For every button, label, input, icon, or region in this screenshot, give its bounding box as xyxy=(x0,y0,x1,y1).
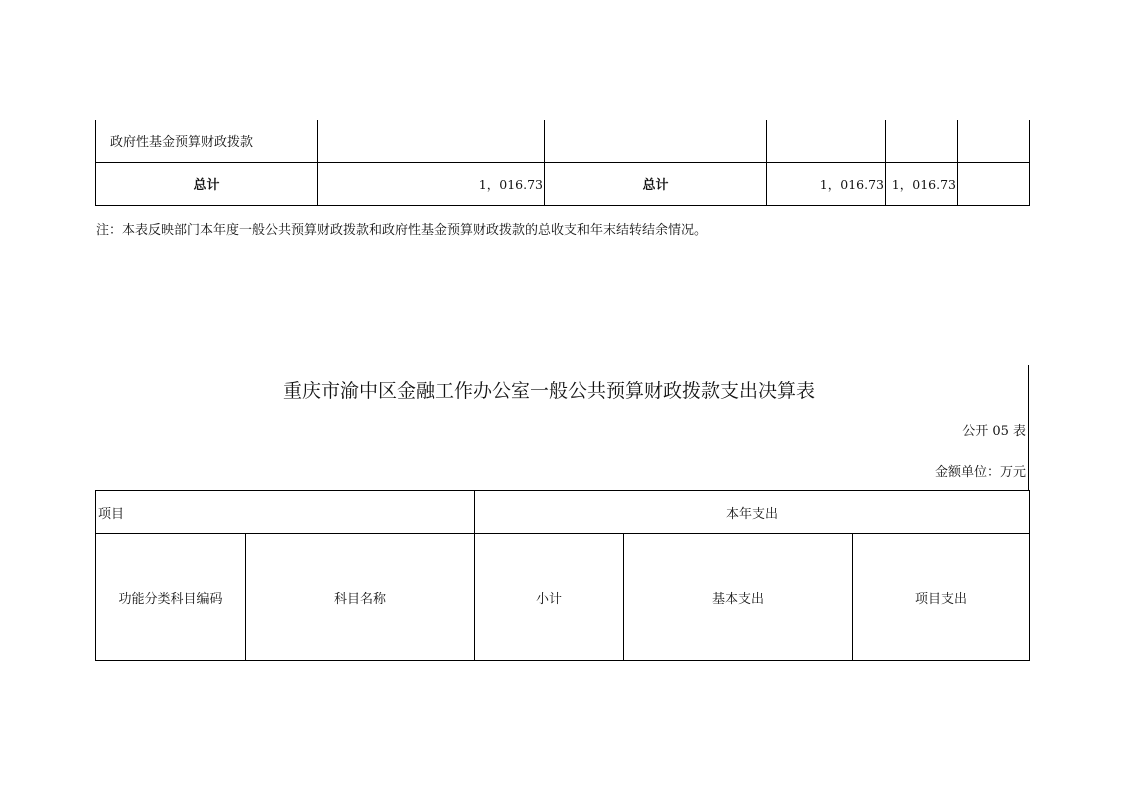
header-subject-name: 科目名称 xyxy=(246,534,475,661)
total-income-amount: 1，016.73 xyxy=(318,162,545,205)
page-title: 重庆市渝中区金融工作办公室一般公共预算财政拨款支出决算表 xyxy=(282,380,815,402)
expenditure-table xyxy=(95,490,1030,661)
row-label: 政府性基金预算财政拨款 xyxy=(96,120,318,162)
header-row-1 xyxy=(96,491,1030,534)
row-col6 xyxy=(958,120,1030,162)
total-row xyxy=(96,162,1030,205)
header-function-code: 功能分类科目编码 xyxy=(96,534,246,661)
form-number: 公开 05 表 xyxy=(962,424,1026,439)
table-note: 注：本表反映部门本年度一般公共预算财政拨款和政府性基金预算财政拨款的总收支和年末结转结余情况。 xyxy=(96,223,708,238)
total-expenditure-amount: 1，016.73 xyxy=(767,162,886,205)
row-col4 xyxy=(767,120,886,162)
row-col5 xyxy=(886,120,958,162)
total-label-left: 总计 xyxy=(96,162,318,205)
total-col6 xyxy=(958,162,1030,205)
table-row xyxy=(96,120,1030,162)
header-subtotal: 小计 xyxy=(475,534,624,661)
row-mid-label xyxy=(545,120,767,162)
header-row-2 xyxy=(96,534,1030,661)
total-expenditure-subtotal: 1，016.73 xyxy=(886,162,958,205)
header-project-expenditure: 项目支出 xyxy=(853,534,1030,661)
page-border-line xyxy=(1028,365,1029,490)
header-basic-expenditure: 基本支出 xyxy=(624,534,853,661)
total-label-right: 总计 xyxy=(545,162,767,205)
header-project: 项目 xyxy=(96,491,475,534)
header-current-year: 本年支出 xyxy=(475,491,1030,534)
amount-unit: 金额单位：万元 xyxy=(934,465,1026,480)
row-amount xyxy=(318,120,545,162)
revenue-expenditure-table-continued xyxy=(95,120,1030,206)
